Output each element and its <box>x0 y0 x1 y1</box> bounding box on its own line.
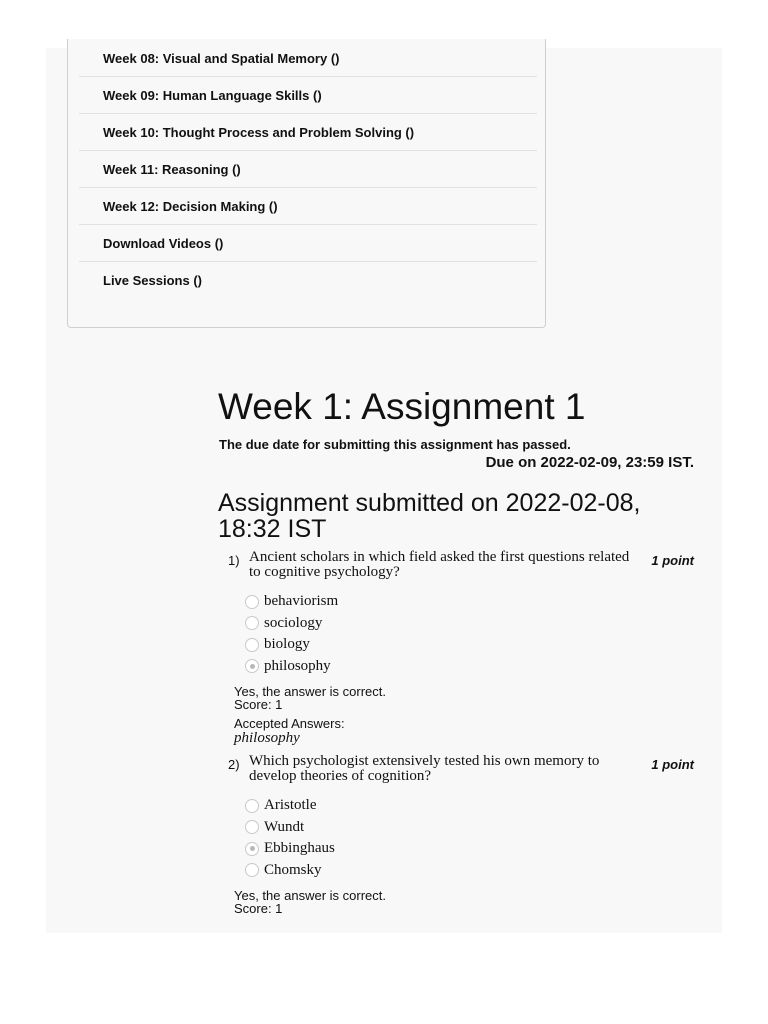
answer-options <box>245 591 338 677</box>
option-biology[interactable] <box>245 634 338 656</box>
radio-button[interactable] <box>245 863 259 877</box>
accepted-answers-label: Accepted Answers: <box>234 716 345 731</box>
option-label: Chomsky <box>264 861 322 878</box>
question-text: Ancient scholars in which field asked the first questions related to cognitive psychology? <box>249 549 630 580</box>
nav-item-week-11[interactable]: Week 11: Reasoning () <box>79 151 537 188</box>
score: Score: 1 <box>234 697 283 712</box>
nav-item-live-sessions[interactable]: Live Sessions () <box>103 273 202 288</box>
radio-button[interactable] <box>245 638 259 652</box>
option-wundt[interactable] <box>245 817 335 839</box>
radio-button[interactable] <box>245 799 259 813</box>
nav-item-week-09[interactable]: Week 09: Human Language Skills () <box>79 77 537 114</box>
answer-feedback <box>234 685 386 711</box>
radio-button[interactable] <box>245 595 259 609</box>
accepted-answer-value: philosophy <box>234 730 300 746</box>
option-label: sociology <box>264 614 323 631</box>
assignment-title: Week 1: Assignment 1 <box>218 386 586 427</box>
accepted-answers <box>234 717 345 745</box>
nav-item-download-videos[interactable]: Download Videos () <box>79 225 537 262</box>
option-behaviorism[interactable] <box>245 591 338 613</box>
radio-button-selected[interactable] <box>245 842 259 856</box>
answer-options <box>245 795 335 881</box>
nav-item-week-10[interactable]: Week 10: Thought Process and Problem Solving () <box>79 114 537 151</box>
score: Score: 1 <box>234 901 283 916</box>
option-chomsky[interactable] <box>245 860 335 882</box>
due-passed-notice: The due date for submitting this assignment has passed. <box>219 437 571 452</box>
answer-feedback <box>234 889 386 915</box>
course-nav-panel <box>67 39 546 328</box>
radio-button-selected[interactable] <box>245 659 259 673</box>
due-date: Due on 2022-02-09, 23:59 IST. <box>485 454 694 471</box>
feedback-message: Yes, the answer is correct. <box>234 684 386 699</box>
option-label: biology <box>264 636 310 653</box>
question-number: 1) <box>228 553 240 568</box>
radio-button[interactable] <box>245 616 259 630</box>
option-label: Aristotle <box>264 797 317 814</box>
option-sociology[interactable] <box>245 613 338 635</box>
nav-item-week-08[interactable]: Week 08: Visual and Spatial Memory () <box>79 39 537 77</box>
question-number: 2) <box>228 757 240 772</box>
course-nav-list <box>79 39 537 299</box>
question-points: 1 point <box>651 553 694 568</box>
option-label: Ebbinghaus <box>264 840 335 857</box>
option-ebbinghaus[interactable] <box>245 838 335 860</box>
feedback-message: Yes, the answer is correct. <box>234 888 386 903</box>
option-philosophy[interactable] <box>245 656 338 678</box>
question-points: 1 point <box>651 757 694 772</box>
option-label: philosophy <box>264 657 331 674</box>
option-label: Wundt <box>264 818 305 835</box>
nav-item-week-12[interactable]: Week 12: Decision Making () <box>79 188 537 225</box>
option-label: behaviorism <box>264 593 339 610</box>
option-aristotle[interactable] <box>245 795 335 817</box>
radio-button[interactable] <box>245 820 259 834</box>
submission-status: Assignment submitted on 2022-02-08, 18:32 IST <box>218 489 641 543</box>
question-text: Which psychologist extensively tested his own memory to develop theories of cognition? <box>249 753 600 784</box>
